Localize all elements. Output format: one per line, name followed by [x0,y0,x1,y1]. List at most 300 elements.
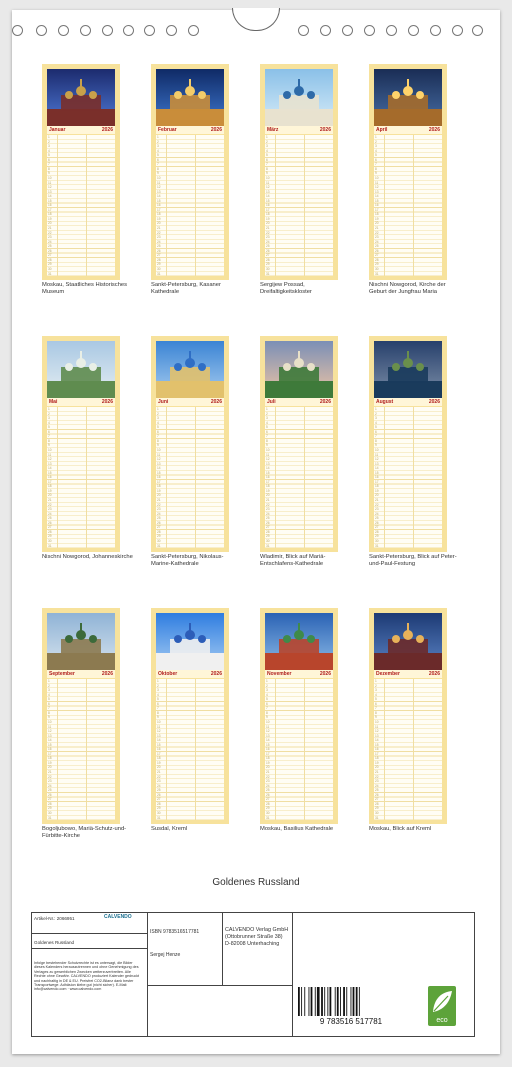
day-number: 6 [48,701,50,706]
month-header [47,398,115,406]
day-number: 1 [375,135,377,139]
day-number: 26 [157,248,161,253]
month-header [47,670,115,678]
day-number: 31 [48,815,52,820]
day-number: 11 [48,180,52,185]
day-number: 2 [48,411,50,416]
day-number: 26 [48,792,52,797]
day-number: 25 [157,244,161,249]
day-grid [265,679,333,820]
day-number: 12 [375,185,379,190]
day-number: 5 [157,697,159,702]
day-number: 21 [157,770,161,774]
day-number: 15 [157,470,161,475]
day-number: 31 [48,543,52,548]
day-number: 29 [48,534,52,539]
day-number: 19 [266,760,270,765]
day-number: 27 [157,797,161,802]
day-grid [156,407,224,548]
day-number: 10 [157,447,161,452]
day-number: 1 [266,679,268,683]
day-number: 31 [266,543,270,548]
day-number: 29 [266,262,270,267]
day-number: 11 [157,180,161,185]
day-number: 8 [157,438,159,443]
city: D-82008 Unterhaching [225,941,280,947]
day-number: 17 [157,751,161,756]
day-number: 18 [375,484,379,489]
binding-hole [123,25,134,36]
day-number: 6 [375,429,377,434]
day-number: 29 [48,262,52,267]
month-8 [369,336,447,552]
day-number: 8 [157,710,159,715]
binding-hole [80,25,91,36]
day-number: 5 [48,425,50,430]
day-number: 10 [375,175,379,180]
day-number: 3 [157,416,159,421]
day-number: 9 [157,443,159,448]
day-number: 26 [48,248,52,253]
day-number: 27 [48,253,52,258]
day-number: 13 [157,461,161,466]
day-number: 7 [375,434,377,439]
isbn: ISBN 9783516517781 [150,929,200,935]
day-number: 16 [157,203,161,208]
day-grid [156,679,224,820]
day-number: 10 [48,719,52,724]
day-number: 19 [375,488,379,493]
day-number: 23 [266,235,270,240]
day-number: 23 [375,779,379,784]
day-number: 6 [48,429,50,434]
day-number: 12 [48,729,52,734]
month-caption: Moskau, Blick auf Kreml [369,826,432,832]
month-year: 2026 [101,671,113,677]
month-year: 2026 [319,671,331,677]
day-number: 1 [157,679,159,683]
kremlin-river-photo [374,613,442,670]
day-number: 31 [157,271,161,276]
day-number: 9 [375,443,377,448]
day-number: 4 [375,148,377,153]
day-number: 16 [48,203,52,208]
day-number: 25 [375,516,379,521]
day-number: 15 [375,470,379,475]
day-number: 8 [266,438,268,443]
month-2 [151,64,229,280]
day-number: 9 [375,715,377,720]
day-number: 15 [375,198,379,203]
day-number: 28 [157,257,161,262]
day-number: 10 [48,175,52,180]
month-caption: Sankt-Petersburg, Kasaner Kathedrale [151,282,221,295]
day-number: 23 [48,235,52,240]
month-name: Juli [267,399,276,405]
binding-hole [102,25,113,36]
meadow-church-photo [47,613,115,670]
day-number: 21 [375,498,379,502]
month-year: 2026 [319,127,331,133]
day-number: 30 [266,810,270,815]
day-number: 23 [375,235,379,240]
month-caption: Nischni Nowgorod, Johanneskirche [42,554,133,560]
day-number: 29 [375,806,379,811]
day-grid [374,135,442,276]
church-night-photo [374,69,442,126]
month-year: 2026 [428,127,440,133]
day-number: 22 [157,502,161,507]
day-number: 12 [375,457,379,462]
day-number: 1 [157,407,159,411]
day-number: 7 [266,434,268,439]
day-number: 13 [48,733,52,738]
binding-hole [12,25,23,36]
day-number: 23 [157,507,161,512]
day-number: 16 [266,203,270,208]
day-number: 16 [48,747,52,752]
day-number: 21 [375,226,379,230]
day-number: 15 [157,742,161,747]
day-number: 11 [266,452,270,457]
day-number: 18 [266,756,270,761]
day-number: 5 [266,153,268,158]
day-number: 8 [48,710,50,715]
day-number: 25 [48,244,52,249]
day-number: 24 [375,511,379,516]
day-number: 3 [48,144,50,149]
day-number: 26 [266,248,270,253]
day-number: 10 [157,175,161,180]
day-number: 20 [266,765,270,770]
day-number: 14 [157,466,161,471]
day-number: 12 [157,185,161,190]
day-number: 12 [266,457,270,462]
month-name: September [49,671,75,677]
month-header [47,126,115,134]
day-number: 2 [48,683,50,688]
day-number: 24 [266,783,270,788]
day-number: 29 [157,262,161,267]
day-number: 13 [157,733,161,738]
day-number: 10 [266,719,270,724]
day-number: 20 [48,221,52,226]
day-number: 22 [375,774,379,779]
binding-hole [188,25,199,36]
day-number: 27 [48,525,52,530]
day-number: 21 [157,226,161,230]
day-number: 29 [48,806,52,811]
day-number: 1 [375,679,377,683]
day-number: 7 [375,706,377,711]
binding-hole [364,25,375,36]
day-number: 10 [375,719,379,724]
day-number: 19 [48,760,52,765]
leaf-icon [428,986,456,1026]
day-number: 31 [266,815,270,820]
day-number: 2 [157,411,159,416]
day-number: 25 [266,788,270,793]
day-grid [374,407,442,548]
day-number: 21 [266,226,270,230]
month-name: Mai [49,399,58,405]
day-number: 17 [48,207,52,212]
day-number: 17 [375,207,379,212]
binding-hole [166,25,177,36]
binding-hole [430,25,441,36]
month-header [156,398,224,406]
day-number: 29 [375,534,379,539]
day-number: 14 [375,194,379,199]
day-number: 11 [375,180,379,185]
day-number: 22 [157,774,161,779]
day-number: 15 [266,470,270,475]
day-number: 18 [157,212,161,217]
day-number: 7 [157,162,159,167]
binding-hole [386,25,397,36]
day-number: 11 [48,452,52,457]
day-number: 8 [375,710,377,715]
day-number: 2 [266,139,268,144]
day-number: 25 [157,788,161,793]
day-number: 3 [266,416,268,421]
day-number: 29 [266,534,270,539]
day-number: 11 [375,724,379,729]
day-number: 5 [266,425,268,430]
blue-domes-photo [156,613,224,670]
day-number: 17 [266,207,270,212]
day-number: 26 [157,792,161,797]
basil-cathedral-photo [265,613,333,670]
day-number: 28 [266,529,270,534]
day-number: 13 [48,461,52,466]
day-number: 25 [266,244,270,249]
day-number: 19 [375,216,379,221]
day-number: 29 [157,806,161,811]
day-grid [374,679,442,820]
day-number: 6 [266,429,268,434]
day-number: 25 [48,788,52,793]
day-number: 27 [157,253,161,258]
day-number: 5 [48,697,50,702]
day-number: 12 [266,729,270,734]
day-grid [156,135,224,276]
day-number: 5 [266,697,268,702]
day-number: 22 [266,230,270,235]
day-number: 17 [375,479,379,484]
month-6 [151,336,229,552]
month-year: 2026 [101,127,113,133]
day-number: 9 [157,715,159,720]
binding-hole [298,25,309,36]
day-number: 22 [48,502,52,507]
day-number: 25 [375,244,379,249]
day-number: 26 [266,520,270,525]
day-number: 5 [375,697,377,702]
day-number: 20 [375,765,379,770]
day-number: 2 [375,411,377,416]
day-number: 16 [157,475,161,480]
day-number: 9 [48,443,50,448]
day-number: 5 [375,425,377,430]
day-number: 18 [157,756,161,761]
day-number: 3 [48,416,50,421]
day-number: 11 [266,724,270,729]
day-number: 7 [48,162,50,167]
day-number: 30 [266,266,270,271]
day-number: 2 [157,139,159,144]
day-number: 3 [157,144,159,149]
day-number: 4 [375,420,377,425]
day-number: 22 [48,230,52,235]
day-number: 20 [48,493,52,498]
day-number: 14 [375,738,379,743]
day-number: 21 [266,770,270,774]
day-grid [47,407,115,548]
month-year: 2026 [210,127,222,133]
day-number: 9 [157,171,159,176]
day-number: 27 [157,525,161,530]
day-number: 10 [266,175,270,180]
day-number: 20 [266,221,270,226]
day-number: 16 [375,475,379,480]
day-number: 30 [48,810,52,815]
day-number: 3 [375,416,377,421]
day-number: 14 [266,194,270,199]
day-number: 17 [157,207,161,212]
day-number: 9 [266,171,268,176]
day-number: 30 [48,538,52,543]
day-number: 8 [157,166,159,171]
day-number: 28 [266,801,270,806]
day-number: 4 [157,420,159,425]
colonnade-photo [156,69,224,126]
month-3 [260,64,338,280]
church-river-photo [47,341,115,398]
day-number: 5 [375,153,377,158]
day-number: 3 [266,144,268,149]
barcode-number: 9 783516 517781 [319,1017,383,1026]
day-number: 21 [157,498,161,502]
day-number: 26 [266,792,270,797]
day-number: 29 [375,262,379,267]
day-number: 2 [266,411,268,416]
day-number: 8 [48,166,50,171]
day-number: 2 [375,139,377,144]
day-number: 25 [375,788,379,793]
month-header [265,670,333,678]
month-5 [42,336,120,552]
day-number: 6 [266,701,268,706]
day-number: 19 [48,488,52,493]
day-number: 23 [157,235,161,240]
day-number: 19 [266,488,270,493]
day-number: 23 [48,779,52,784]
day-number: 2 [157,683,159,688]
day-number: 31 [375,271,379,276]
day-number: 6 [157,429,159,434]
day-number: 27 [48,797,52,802]
day-number: 22 [48,774,52,779]
month-name: Dezember [376,671,400,677]
monastery-photo [265,69,333,126]
day-number: 11 [266,180,270,185]
day-number: 8 [48,438,50,443]
day-number: 6 [157,701,159,706]
month-name: Oktober [158,671,178,677]
day-number: 23 [375,507,379,512]
day-number: 2 [48,139,50,144]
day-number: 20 [157,493,161,498]
month-year: 2026 [428,399,440,405]
day-number: 11 [375,452,379,457]
day-number: 7 [375,162,377,167]
day-number: 3 [375,144,377,149]
day-number: 15 [48,198,52,203]
day-number: 5 [157,425,159,430]
month-year: 2026 [428,671,440,677]
day-number: 21 [48,770,52,774]
day-number: 18 [375,212,379,217]
day-number: 24 [375,783,379,788]
month-caption: Sankt-Petersburg, Blick auf Peter-und-Paul-Festung [369,554,457,567]
day-number: 14 [48,194,52,199]
day-number: 18 [48,756,52,761]
day-number: 9 [48,715,50,720]
day-number: 10 [375,447,379,452]
binding-hole [472,25,483,36]
day-number: 6 [375,701,377,706]
day-number: 30 [375,266,379,271]
day-number: 20 [375,221,379,226]
day-number: 14 [157,738,161,743]
day-number: 28 [375,801,379,806]
day-number: 28 [157,801,161,806]
day-number: 17 [48,751,52,756]
day-number: 6 [48,157,50,162]
day-number: 31 [375,543,379,548]
day-number: 27 [266,253,270,258]
day-number: 11 [157,452,161,457]
day-number: 20 [157,221,161,226]
day-number: 4 [266,692,268,697]
day-number: 24 [157,783,161,788]
day-number: 28 [375,257,379,262]
day-number: 31 [157,543,161,548]
article-number: Artikel-Nr.: 2066951 [34,916,75,921]
day-number: 21 [48,498,52,502]
day-number: 17 [266,479,270,484]
day-number: 16 [266,747,270,752]
day-number: 16 [375,203,379,208]
month-1 [42,64,120,280]
month-year: 2026 [210,671,222,677]
day-number: 13 [375,189,379,194]
day-number: 4 [157,692,159,697]
day-number: 30 [375,538,379,543]
day-number: 17 [48,479,52,484]
day-number: 31 [266,271,270,276]
day-number: 8 [266,710,268,715]
day-number: 23 [266,779,270,784]
day-number: 31 [157,815,161,820]
day-number: 7 [266,162,268,167]
day-number: 9 [266,715,268,720]
day-number: 4 [48,692,50,697]
day-number: 27 [266,525,270,530]
day-number: 7 [266,706,268,711]
day-number: 16 [157,747,161,752]
